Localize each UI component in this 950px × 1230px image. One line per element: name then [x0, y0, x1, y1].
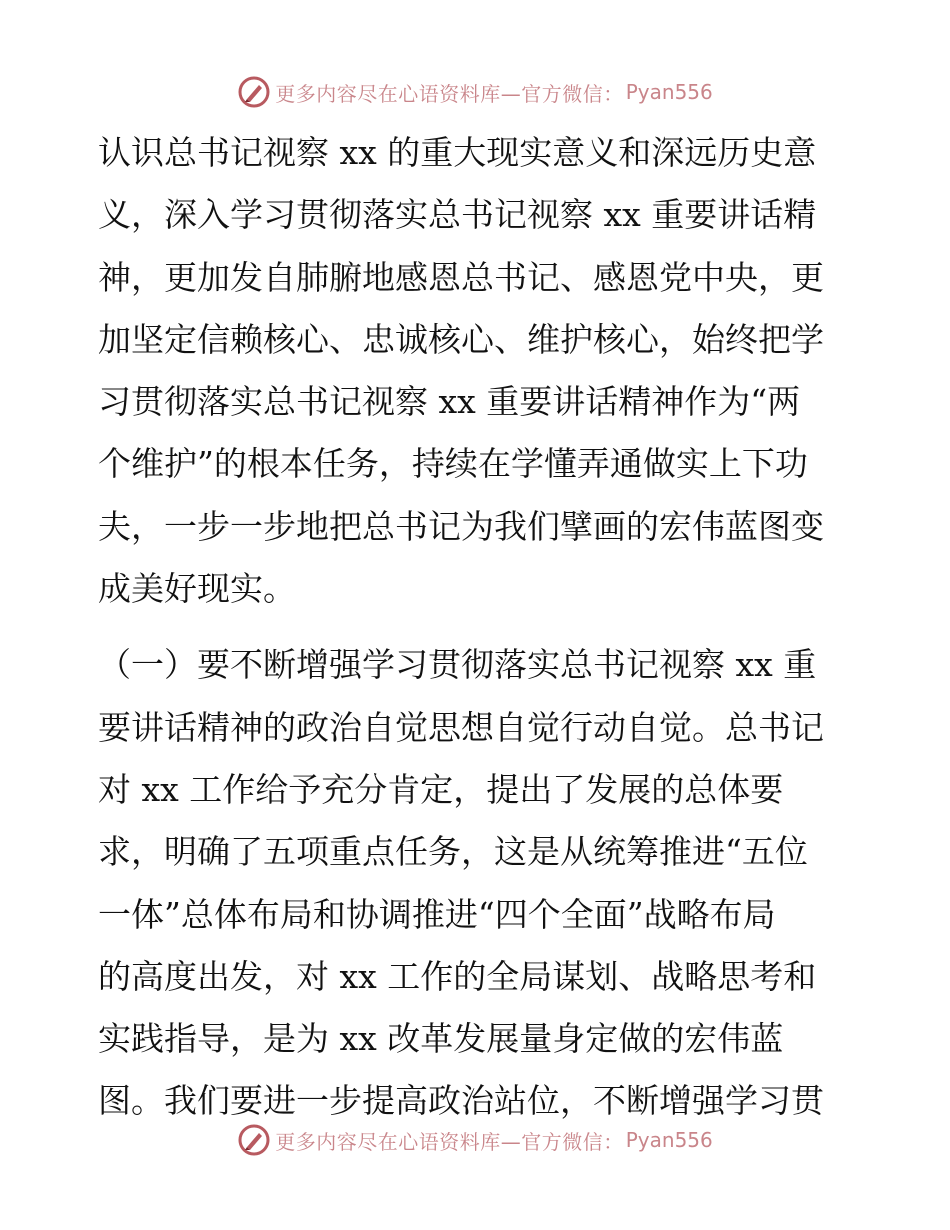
- text-line: 对 xx 工作给予充分肯定，提出了发展的总体要: [98, 769, 784, 809]
- paragraph-spacer: [98, 620, 858, 634]
- text-line: 个维护”的根本任务，持续在学懂弄通做实上下功: [98, 444, 808, 484]
- text-line: 加坚定信赖核心、忠诚核心、维护核心，始终把学: [98, 319, 824, 359]
- watermark-handle: Pyan556: [625, 80, 713, 104]
- watermark-text: 更多内容尽在心语资料库—官方微信：: [275, 81, 624, 106]
- text-line: 神，更加发自肺腑地感恩总书记、感恩党中央，更: [98, 257, 824, 297]
- paragraph-1: [98, 122, 858, 620]
- watermark-header: [0, 72, 950, 112]
- watermark-text: 更多内容尽在心语资料库—官方微信：: [275, 1129, 624, 1154]
- pen-circle-logo-icon: [237, 75, 271, 109]
- text-line: 求，明确了五项重点任务，这是从统筹推进“五位: [98, 832, 808, 872]
- text-line: 要讲话精神的政治自觉思想自觉行动自觉。总书记: [98, 707, 824, 747]
- text-line: 图。我们要进一步提高政治站位，不断增强学习贯: [98, 1081, 824, 1121]
- text-line: 实践指导，是为 xx 改革发展量身定做的宏伟蓝: [98, 1019, 784, 1059]
- text-line: 成美好现实。: [98, 569, 296, 609]
- document-body: [98, 122, 858, 1133]
- text-line: 认识总书记视察 xx 的重大现实意义和深远历史意: [98, 133, 817, 172]
- pen-circle-logo-icon: [237, 1123, 271, 1157]
- text-line: 义，深入学习贯彻落实总书记视察 xx 重要讲话精: [98, 195, 817, 235]
- watermark-footer: [0, 1120, 950, 1160]
- watermark-handle: Pyan556: [625, 1128, 713, 1152]
- paragraph-2: [98, 634, 858, 1132]
- text-line: （一）要不断增强学习贯彻落实总书记视察 xx 重: [98, 645, 817, 685]
- text-line: 夫，一步一步地把总书记为我们擘画的宏伟蓝图变: [98, 506, 824, 546]
- text-line: 习贯彻落实总书记视察 xx 重要讲话精神作为“两: [98, 382, 801, 422]
- text-line: 一体”总体布局和协调推进“四个全面”战略布局: [98, 894, 776, 934]
- text-line: 的高度出发，对 xx 工作的全局谋划、战略思考和: [98, 956, 817, 996]
